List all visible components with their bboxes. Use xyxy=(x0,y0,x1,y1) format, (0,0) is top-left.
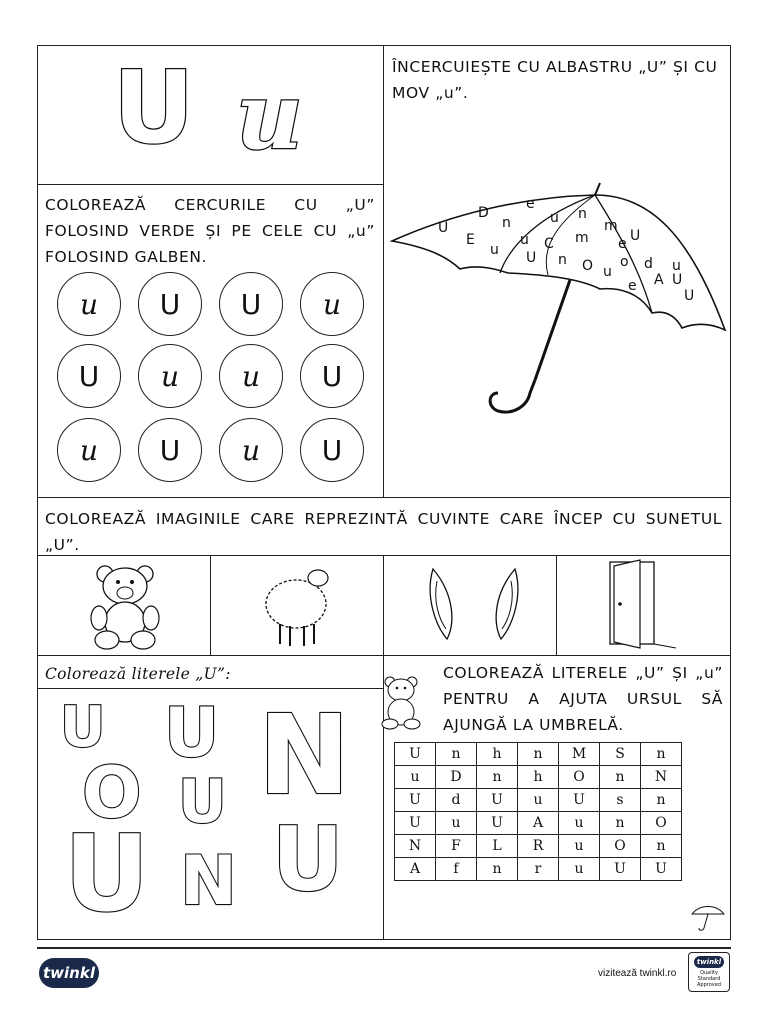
grid-cell: u xyxy=(436,812,477,835)
grid-cell: u xyxy=(559,812,600,835)
outline-letter: N xyxy=(258,691,351,819)
visit-link[interactable]: vizitează twinkl.ro xyxy=(598,968,677,979)
grid-cell: d xyxy=(436,789,477,812)
umbrella-letter: U xyxy=(672,272,683,288)
umbrella-letter: e xyxy=(628,278,637,294)
grid-cell: L xyxy=(477,835,518,858)
umbrella-letter: o xyxy=(620,254,629,270)
table-row xyxy=(395,766,682,789)
umbrella-letter: D xyxy=(478,205,489,221)
door-image xyxy=(600,558,680,650)
letter-circle: U xyxy=(138,272,202,336)
outline-letter: N xyxy=(180,842,237,921)
grid-cell: n xyxy=(641,835,682,858)
grid-cell: s xyxy=(600,789,641,812)
umbrella-letter: n xyxy=(502,215,511,231)
maze-instruction: COLOREAZĂ LITERELE „U” ȘI „u” PENTRU A AJUTA URSUL SĂ AJUNGĂ LA UMBRELĂ. xyxy=(443,664,723,734)
umbrella-letter: A xyxy=(654,272,664,288)
table-row xyxy=(395,812,682,835)
pictures-instruction: COLOREAZĂ IMAGINILE CARE REPREZINTĂ CUVINTE CARE ÎNCEP CU SUNETUL „U”. xyxy=(45,510,722,554)
grid-cell: U xyxy=(641,858,682,881)
grid-cell: n xyxy=(641,743,682,766)
grid-cell: u xyxy=(559,858,600,881)
umbrella-letter: O xyxy=(582,258,594,274)
letter-circle: u xyxy=(300,272,364,336)
umbrella-letter: C xyxy=(544,236,554,252)
grid-cell: R xyxy=(518,835,559,858)
grid-cell: U xyxy=(395,789,436,812)
umbrella-letter: m xyxy=(575,230,589,246)
umbrella-letter: u xyxy=(603,264,612,280)
letter-circle: u xyxy=(219,418,283,482)
grid-cell: u xyxy=(518,789,559,812)
umbrella-letter: e xyxy=(618,236,627,252)
umbrella-letter: u xyxy=(490,242,499,258)
table-row xyxy=(395,743,682,766)
grid-cell: M xyxy=(559,743,600,766)
grid-cell: h xyxy=(518,766,559,789)
grid-cell: n xyxy=(641,789,682,812)
outline-letter: U xyxy=(164,694,220,773)
grid-cell: u xyxy=(559,835,600,858)
grid-cell: U xyxy=(395,812,436,835)
umbrella-letter: U xyxy=(526,250,537,266)
grid-cell: U xyxy=(477,789,518,812)
ears-image xyxy=(425,565,525,645)
outline-letter: U xyxy=(60,695,106,760)
grid-cell: f xyxy=(436,858,477,881)
grid-cell: U xyxy=(559,789,600,812)
divider xyxy=(210,555,211,655)
badge-logo: twinkl xyxy=(694,956,724,968)
hero-lower-letter: u xyxy=(236,62,303,170)
outline-letter: U xyxy=(272,808,344,911)
outline-letter: U xyxy=(64,813,150,935)
letter-circle: u xyxy=(57,418,121,482)
umbrella-instruction: ÎNCERCUIEȘTE CU ALBASTRU „U” ȘI CU MOV „u”. xyxy=(392,58,718,102)
letter-circle: U xyxy=(219,272,283,336)
badge-text: Quality Standard Approved xyxy=(697,970,721,988)
divider xyxy=(383,45,384,498)
umbrella-illustration xyxy=(390,175,728,425)
grid-cell: n xyxy=(600,812,641,835)
divider xyxy=(383,555,384,940)
divider xyxy=(37,184,384,185)
letter-circle: U xyxy=(300,418,364,482)
letter-circle: u xyxy=(57,272,121,336)
letter-circle: U xyxy=(300,344,364,408)
grid-cell: F xyxy=(436,835,477,858)
umbrella-letter: n xyxy=(578,206,587,222)
umbrella-letter: U xyxy=(438,220,449,236)
grid-cell: r xyxy=(518,858,559,881)
umbrella-letter: U xyxy=(684,288,695,304)
grid-cell: D xyxy=(436,766,477,789)
table-row xyxy=(395,835,682,858)
umbrella-letter: n xyxy=(558,252,567,268)
circles-instruction: COLOREAZĂ CERCURILE CU „U” FOLOSIND VERDE ȘI PE CELE CU „u” FOLOSIND GALBEN. xyxy=(45,196,375,266)
quality-badge xyxy=(688,952,730,992)
grid-cell: u xyxy=(395,766,436,789)
outline-letters-instruction: Colorează literele „U”: xyxy=(45,665,231,683)
umbrella-letter: d xyxy=(644,256,653,272)
twinkl-logo[interactable]: twinkl xyxy=(39,958,99,988)
grid-cell: S xyxy=(600,743,641,766)
letter-circle: U xyxy=(57,344,121,408)
divider xyxy=(556,555,557,655)
umbrella-letter: e xyxy=(526,196,535,212)
table-row xyxy=(395,789,682,812)
umbrella-small-icon xyxy=(690,902,726,932)
letter-maze-grid xyxy=(394,742,682,881)
grid-cell: U xyxy=(395,743,436,766)
grid-cell: U xyxy=(477,812,518,835)
grid-cell: n xyxy=(477,766,518,789)
grid-cell: O xyxy=(641,812,682,835)
grid-cell: n xyxy=(600,766,641,789)
letter-circle: U xyxy=(138,418,202,482)
sheep-image xyxy=(262,564,334,648)
umbrella-letter: u xyxy=(672,258,681,274)
hero-upper-letter: U xyxy=(113,49,195,166)
footer-divider xyxy=(37,947,731,949)
divider xyxy=(37,497,731,498)
table-row xyxy=(395,858,682,881)
letter-circle: u xyxy=(219,344,283,408)
grid-cell: N xyxy=(641,766,682,789)
umbrella-letter: E xyxy=(466,232,475,248)
umbrella-letter: m xyxy=(604,218,618,234)
grid-cell: n xyxy=(477,858,518,881)
grid-cell: n xyxy=(518,743,559,766)
grid-cell: O xyxy=(600,835,641,858)
divider xyxy=(37,655,731,656)
grid-cell: O xyxy=(559,766,600,789)
teddy-bear-small-image xyxy=(376,672,426,732)
grid-cell: h xyxy=(477,743,518,766)
letter-circle: u xyxy=(138,344,202,408)
grid-cell: A xyxy=(395,858,436,881)
umbrella-letter: u xyxy=(550,210,559,226)
outline-letter: O xyxy=(82,752,142,834)
grid-cell: N xyxy=(395,835,436,858)
outline-letter: U xyxy=(178,767,227,837)
grid-cell: A xyxy=(518,812,559,835)
grid-cell: n xyxy=(436,743,477,766)
grid-cell: U xyxy=(600,858,641,881)
divider xyxy=(37,688,384,689)
umbrella-letter: u xyxy=(520,232,529,248)
teddy-bear-image xyxy=(85,560,165,652)
umbrella-letter: U xyxy=(630,228,641,244)
